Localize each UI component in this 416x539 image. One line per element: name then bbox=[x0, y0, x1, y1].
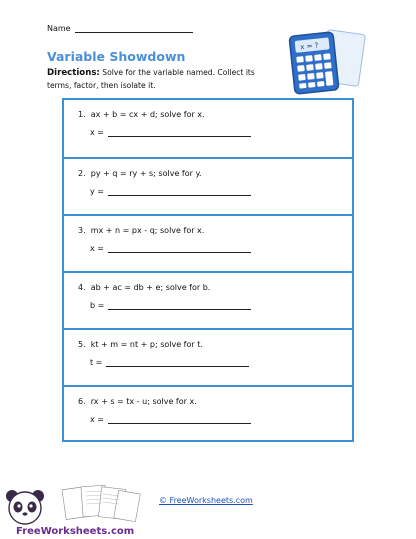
answer-blank-line[interactable] bbox=[108, 301, 251, 310]
worksheet-stack-icon bbox=[62, 485, 140, 521]
answer-blank-line[interactable] bbox=[108, 415, 251, 424]
answer-blank-line[interactable] bbox=[106, 358, 249, 367]
answer-blank-line[interactable] bbox=[108, 187, 251, 196]
directions-text: Solve for the variable named. Collect its terms, factor, then isolate it. bbox=[47, 68, 255, 90]
calculator-icon bbox=[286, 26, 366, 98]
answer-blank-line[interactable] bbox=[108, 244, 251, 253]
answer-field bbox=[90, 415, 251, 424]
problem-equation: 1. ax + b = cx + d; solve for x. bbox=[78, 110, 205, 119]
answer-prefix: t = bbox=[90, 358, 103, 367]
problem-6 bbox=[64, 385, 352, 440]
answer-field bbox=[90, 187, 251, 196]
directions-label: Directions: bbox=[47, 68, 100, 78]
answer-field bbox=[90, 301, 251, 310]
problem-equation: 3. mx + n = px - q; solve for x. bbox=[78, 226, 205, 235]
problem-list bbox=[62, 98, 354, 442]
problem-equation: 5. kt + m = nt + p; solve for t. bbox=[78, 340, 203, 349]
freeworksheets-logo bbox=[2, 482, 142, 538]
worksheet-title: Variable Showdown bbox=[47, 49, 186, 64]
name-blank-line[interactable] bbox=[75, 24, 193, 33]
logo-text: FreeWorksheets.com bbox=[16, 526, 135, 537]
panda-mascot-icon bbox=[6, 490, 44, 524]
problem-4 bbox=[64, 271, 352, 328]
problem-2 bbox=[64, 157, 352, 214]
answer-field bbox=[90, 244, 251, 253]
problem-equation: 4. ab + ac = db + e; solve for b. bbox=[78, 283, 211, 292]
answer-blank-line[interactable] bbox=[108, 128, 251, 137]
problem-1 bbox=[64, 100, 352, 157]
answer-prefix: x = bbox=[90, 244, 104, 253]
name-field bbox=[47, 24, 193, 33]
problem-equation: 6. rx + s = tx - u; solve for x. bbox=[78, 397, 197, 406]
answer-prefix: y = bbox=[90, 187, 104, 196]
answer-field bbox=[90, 358, 249, 367]
answer-prefix: x = bbox=[90, 128, 104, 137]
calculator-display: x = ? bbox=[299, 41, 319, 52]
problem-equation: 2. py + q = ry + s; solve for y. bbox=[78, 169, 202, 178]
answer-field bbox=[90, 128, 251, 137]
name-label: Name bbox=[47, 24, 71, 33]
answer-prefix: b = bbox=[90, 301, 105, 310]
directions bbox=[47, 67, 275, 91]
footer-link[interactable]: © FreeWorksheets.com bbox=[159, 496, 253, 505]
answer-prefix: x = bbox=[90, 415, 104, 424]
problem-5 bbox=[64, 328, 352, 385]
problem-3 bbox=[64, 214, 352, 271]
